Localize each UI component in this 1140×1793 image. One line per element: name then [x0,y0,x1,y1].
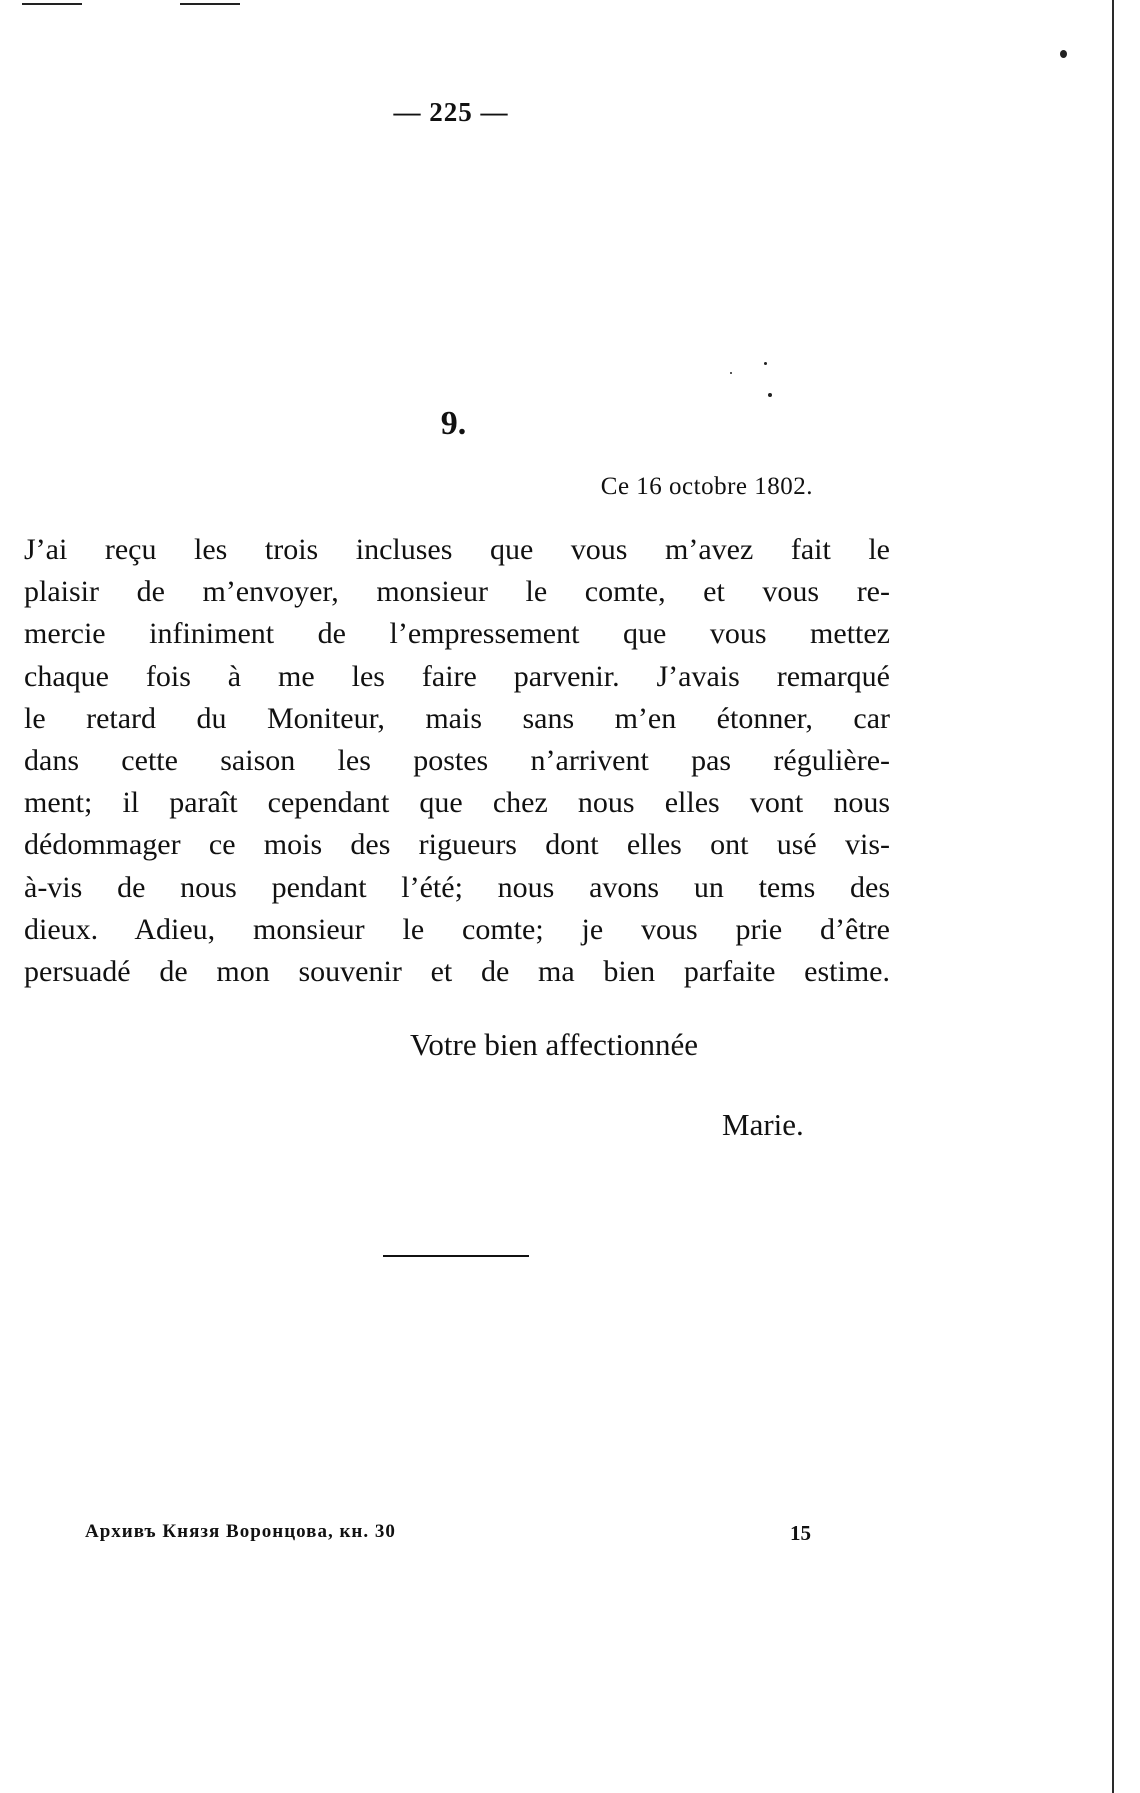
body-line: à-vis de nous pendant l’été; nous avons un tems des [24,870,890,904]
body-line: mercie infiniment de l’empressement que vous mettez [24,617,890,651]
body-line: le retard du Moniteur, mais sans m’en étonner, car [24,701,890,735]
top-edge-rule-left [22,3,82,5]
body-line: dans cette saison les postes n’arrivent pas régulière- [24,744,890,778]
scan-speck [764,362,767,365]
letter-body [24,529,890,993]
scan-speck [1060,50,1067,58]
body-line: dédommager ce mois des rigueurs dont elles ont usé vis- [24,828,890,862]
letter-number: 9. [440,405,467,442]
footer-signature-mark: 15 [790,1521,811,1545]
top-edge-rule-middle [180,3,240,5]
section-divider [383,1255,529,1257]
body-line: persuadé de mon souvenir et de ma bien parfaite estime. [24,955,890,989]
body-line: plaisir de m’envoyer, monsieur le comte, et vous re- [24,575,890,609]
footer-archive-title: Архивъ Князя Воронцова, кн. 30 [85,1521,396,1542]
letter-signature: Marie. [722,1107,804,1142]
body-line: dieux. Adieu, monsieur le comte; je vous prie d’être [24,912,890,946]
page-number: — 225 — [393,97,509,127]
scan-speck [730,372,732,374]
body-line: ment; il paraît cependant que chez nous elles vont nous [24,786,890,820]
letter-date: Ce 16 octobre 1802. [600,473,813,500]
page-edge-line [1112,0,1114,1793]
scan-speck [768,393,772,397]
body-line: chaque fois à me les faire parvenir. J’avais remarqué [24,659,890,693]
letter-closing: Votre bien affectionnée [410,1027,699,1062]
body-line: J’ai reçu les trois incluses que vous m’avez fait le [24,533,890,566]
